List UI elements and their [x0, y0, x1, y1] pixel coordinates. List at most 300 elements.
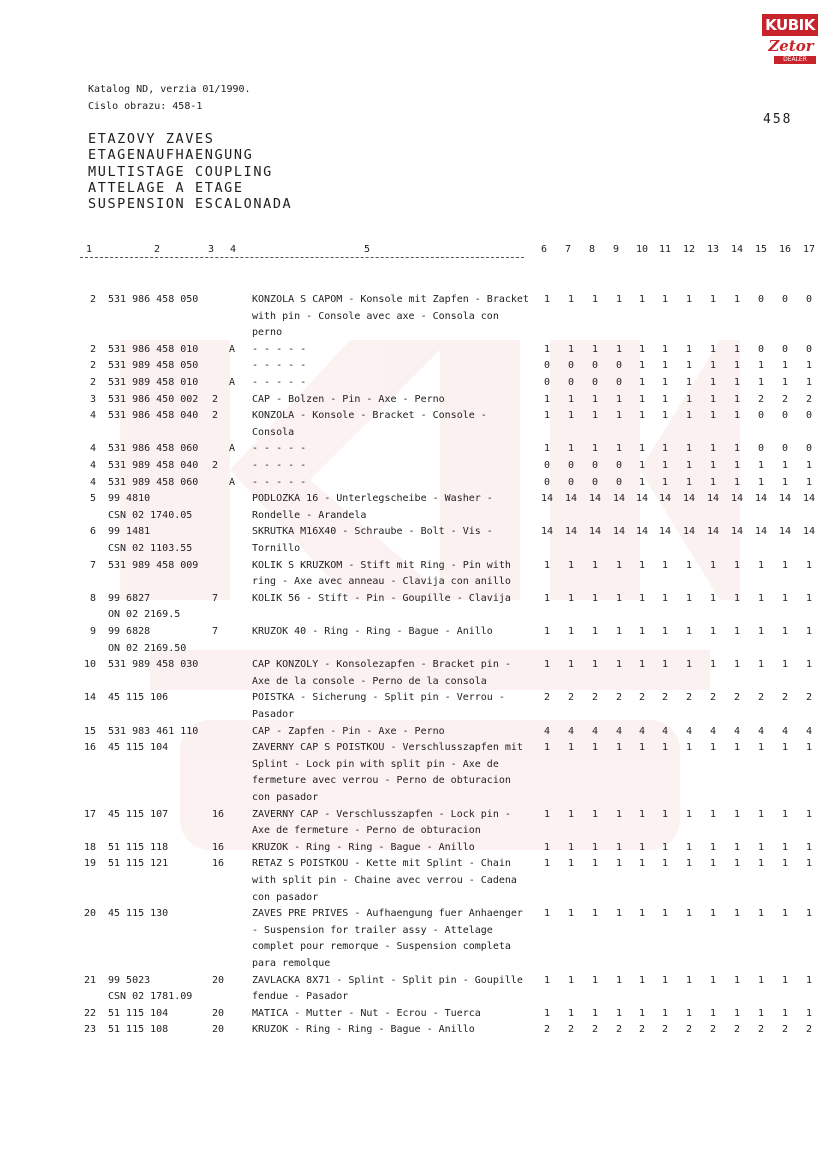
table-row — [0, 1006, 826, 1023]
table-row — [0, 657, 826, 690]
quantity-cell: 1 — [591, 393, 599, 405]
table-row — [0, 906, 826, 972]
quantity-cell: 1 — [781, 360, 789, 372]
table-row — [0, 292, 826, 342]
quantity-cell: 14 — [754, 526, 768, 538]
quantity-cell: 2 — [567, 692, 575, 704]
quantity-cell: 0 — [591, 377, 599, 388]
quantity-cell: 2 — [543, 1024, 551, 1036]
quantity-cell: 1 — [685, 443, 693, 455]
position-number: 9 — [89, 626, 96, 637]
quantity-cell: 14 — [802, 493, 816, 505]
quantity-cell: 1 — [709, 294, 717, 305]
quantity-cell: 1 — [661, 360, 669, 372]
table-row — [0, 475, 826, 492]
quantity-cell: 2 — [709, 692, 717, 704]
quantity-cell: 1 — [661, 592, 669, 604]
quantity-cell: 1 — [591, 742, 599, 754]
quantity-cell: 1 — [615, 659, 623, 671]
quantity-cell: 1 — [567, 294, 575, 305]
quantity-cell: 1 — [543, 841, 551, 853]
quantity-cell: 1 — [615, 808, 623, 820]
quantity-cell: 1 — [685, 858, 693, 870]
position-number: 10 — [83, 659, 96, 671]
quantity-cell: 1 — [805, 377, 813, 388]
part-number: 51 115 108 — [108, 1024, 169, 1036]
quantity-cell: 1 — [757, 908, 765, 920]
quantity-cell: 1 — [781, 841, 789, 853]
quantity-cell: 1 — [757, 559, 765, 571]
quantity-cell: 1 — [591, 1007, 599, 1019]
table-row — [0, 392, 826, 409]
quantity-cell: 14 — [778, 526, 792, 538]
part-description: KONZOLA S CAPOM - Konsole mit Zapfen - Bracket with pin - Console avec axe - Consola con perno — [252, 294, 529, 339]
quantity-cell: 1 — [567, 659, 575, 671]
column-header-1: 1 — [86, 244, 93, 255]
quantity-cell: 1 — [709, 858, 717, 870]
quantity-cell: 0 — [567, 360, 575, 372]
quantity-cell: 1 — [685, 808, 693, 820]
quantity-cell: 1 — [638, 808, 646, 820]
quantity-cell: 1 — [781, 858, 789, 870]
quantity-cell: 1 — [709, 908, 717, 920]
part-description: ZAVLACKA 8X71 - Splint - Split pin - Goupille fendue - Pasador — [252, 974, 523, 1003]
part-number: 99 4810 — [108, 493, 151, 505]
quantity-cell: 1 — [757, 659, 765, 671]
quantity-cell: 1 — [757, 626, 765, 637]
quantity-cell: 1 — [543, 908, 551, 920]
part-description: KOLIK S KRUZKOM - Stift mit Ring - Pin with ring - Axe avec anneau - Clavija con anillo — [252, 559, 511, 588]
variant-note: A — [229, 476, 236, 488]
quantity-cell: 1 — [661, 908, 669, 920]
quantity-cell: 1 — [661, 343, 669, 355]
quantity-cell: 1 — [709, 626, 717, 637]
quantity-cell: 1 — [805, 559, 813, 571]
part-description: POISTKA - Sicherung - Split pin - Verrou - Pasador — [252, 692, 505, 720]
part-description: PODLOZKA 16 - Unterlegscheibe - Washer - Rondelle - Arandela — [252, 493, 493, 521]
reference-position: 20 — [212, 974, 225, 986]
table-row — [0, 624, 826, 657]
position-number: 20 — [83, 908, 96, 920]
quantity-cell: 1 — [733, 974, 741, 986]
quantity-cell: 1 — [543, 742, 551, 754]
part-number: 531 986 458 050 — [108, 294, 199, 305]
quantity-cell: 2 — [685, 692, 693, 704]
catalog-figure-number: Cislo obrazu: 458-1 — [88, 101, 203, 112]
quantity-cell: 1 — [805, 858, 813, 870]
quantity-cell: 1 — [805, 742, 813, 754]
quantity-cell: 1 — [685, 974, 693, 986]
quantity-cell: 1 — [733, 908, 741, 920]
quantity-cell: 0 — [567, 460, 575, 471]
table-row — [0, 856, 826, 906]
column-header-17: 17 — [803, 244, 816, 255]
quantity-cell: 1 — [591, 443, 599, 455]
quantity-cell: 1 — [638, 343, 646, 355]
quantity-cell: 1 — [781, 742, 789, 754]
quantity-cell: 0 — [615, 360, 623, 372]
table-row — [0, 690, 826, 723]
quantity-cell: 1 — [543, 443, 551, 455]
quantity-cell: 14 — [754, 493, 768, 505]
quantity-cell: 1 — [781, 908, 789, 920]
quantity-cell: 1 — [615, 626, 623, 637]
quantity-cell: 1 — [638, 1007, 646, 1019]
quantity-cell: 1 — [638, 858, 646, 870]
quantity-cell: 1 — [615, 1007, 623, 1019]
header-divider — [80, 257, 524, 258]
quantity-cell: 14 — [658, 493, 672, 505]
quantity-cell: 1 — [615, 908, 623, 920]
part-number: 99 5023 — [108, 974, 151, 986]
quantity-cell: 0 — [757, 294, 765, 305]
quantity-cell: 1 — [685, 360, 693, 372]
quantity-cell: 1 — [661, 443, 669, 455]
column-header-6: 6 — [541, 244, 548, 255]
table-row — [0, 740, 826, 806]
quantity-cell: 1 — [661, 410, 669, 422]
quantity-cell: 0 — [757, 443, 765, 455]
column-header-13: 13 — [707, 244, 720, 255]
quantity-cell: 1 — [567, 1007, 575, 1019]
column-header-3: 3 — [208, 244, 215, 255]
logo-sub: Zetor — [768, 37, 814, 55]
standard-number: ON 02 2169.5 — [108, 609, 181, 621]
quantity-cell: 4 — [638, 725, 646, 737]
quantity-cell: 1 — [543, 808, 551, 820]
quantity-cell: 1 — [805, 476, 813, 488]
quantity-cell: 1 — [567, 858, 575, 870]
logo-tag: DEALER — [774, 56, 816, 64]
part-number: 531 989 458 050 — [108, 360, 199, 372]
quantity-cell: 1 — [543, 393, 551, 405]
column-header-4: 4 — [230, 244, 237, 255]
quantity-cell: 1 — [661, 559, 669, 571]
title-english: MULTISTAGE COUPLING — [88, 163, 273, 180]
quantity-cell: 1 — [567, 742, 575, 754]
reference-position: 2 — [212, 460, 219, 471]
quantity-cell: 1 — [805, 592, 813, 604]
quantity-cell: 1 — [615, 858, 623, 870]
quantity-cell: 1 — [543, 974, 551, 986]
quantity-cell: 1 — [685, 742, 693, 754]
quantity-cell: 2 — [805, 692, 813, 704]
kubik-zetor-logo — [762, 14, 818, 66]
quantity-cell: 1 — [781, 476, 789, 488]
position-number: 23 — [83, 1024, 96, 1036]
title-spanish: SUSPENSION ESCALONADA — [88, 196, 293, 213]
quantity-cell: 14 — [612, 526, 626, 538]
table-row — [0, 358, 826, 375]
quantity-cell: 1 — [757, 974, 765, 986]
position-number: 4 — [89, 476, 96, 488]
quantity-cell: 0 — [781, 410, 789, 422]
quantity-cell: 2 — [638, 1024, 646, 1036]
quantity-cell: 1 — [709, 841, 717, 853]
quantity-cell: 1 — [685, 377, 693, 388]
quantity-cell: 1 — [733, 343, 741, 355]
quantity-cell: 2 — [685, 1024, 693, 1036]
quantity-cell: 1 — [709, 343, 717, 355]
quantity-cell: 1 — [638, 974, 646, 986]
part-description: - - - - - — [252, 360, 307, 372]
quantity-cell: 2 — [615, 1024, 623, 1036]
section-titles — [88, 131, 292, 212]
quantity-cell: 1 — [615, 559, 623, 571]
quantity-cell: 1 — [805, 460, 813, 471]
quantity-cell: 1 — [591, 343, 599, 355]
quantity-cell: 2 — [567, 1024, 575, 1036]
quantity-cell: 14 — [706, 493, 720, 505]
title-slovak: ETAZOVY ZAVES — [88, 131, 215, 147]
column-header-8: 8 — [589, 244, 596, 255]
table-row — [0, 973, 826, 1006]
position-number: 6 — [89, 526, 96, 538]
column-header-14: 14 — [731, 244, 744, 255]
part-description: MATICA - Mutter - Nut - Ecrou - Tuerca — [252, 1007, 481, 1019]
quantity-cell: 4 — [543, 725, 551, 737]
quantity-cell: 1 — [567, 808, 575, 820]
page-number: 458 — [763, 112, 793, 127]
quantity-cell: 1 — [781, 592, 789, 604]
quantity-cell: 1 — [685, 841, 693, 853]
quantity-cell: 1 — [638, 460, 646, 471]
standard-number: CSN 02 1781.09 — [108, 991, 193, 1003]
quantity-cell: 2 — [781, 393, 789, 405]
quantity-cell: 1 — [638, 626, 646, 637]
quantity-cell: 0 — [781, 294, 789, 305]
quantity-cell: 14 — [682, 526, 696, 538]
quantity-cell: 1 — [757, 742, 765, 754]
table-row — [0, 491, 826, 524]
part-number: 531 989 458 010 — [108, 377, 199, 388]
part-number: 531 989 458 040 — [108, 460, 199, 471]
position-number: 18 — [83, 841, 96, 853]
quantity-cell: 1 — [757, 858, 765, 870]
column-header-2: 2 — [154, 244, 161, 255]
title-french: ATTELAGE A ETAGE — [88, 179, 244, 196]
quantity-cell: 1 — [567, 343, 575, 355]
quantity-cell: 1 — [733, 393, 741, 405]
quantity-cell: 4 — [685, 725, 693, 737]
quantity-cell: 0 — [757, 410, 765, 422]
quantity-cell: 1 — [661, 377, 669, 388]
variant-note: A — [229, 443, 236, 455]
position-number: 2 — [89, 360, 96, 372]
quantity-cell: 1 — [733, 858, 741, 870]
quantity-cell: 0 — [543, 476, 551, 488]
quantity-cell: 1 — [615, 294, 623, 305]
quantity-cell: 1 — [733, 841, 741, 853]
part-number: 99 6827 — [108, 592, 151, 604]
quantity-cell: 1 — [661, 476, 669, 488]
quantity-cell: 1 — [638, 742, 646, 754]
part-number: 531 989 458 060 — [108, 476, 199, 488]
quantity-cell: 4 — [781, 725, 789, 737]
quantity-cell: 1 — [709, 742, 717, 754]
quantity-cell: 14 — [730, 493, 744, 505]
quantity-cell: 1 — [709, 808, 717, 820]
reference-position: 20 — [212, 1007, 225, 1019]
quantity-cell: 1 — [543, 559, 551, 571]
variant-note: A — [229, 377, 236, 388]
quantity-cell: 1 — [638, 410, 646, 422]
quantity-cell: 1 — [781, 377, 789, 388]
quantity-cell: 2 — [805, 1024, 813, 1036]
quantity-cell: 1 — [733, 443, 741, 455]
table-row — [0, 558, 826, 591]
quantity-cell: 1 — [615, 841, 623, 853]
quantity-cell: 2 — [757, 393, 765, 405]
quantity-cell: 1 — [567, 974, 575, 986]
quantity-cell: 2 — [781, 1024, 789, 1036]
reference-position: 16 — [212, 858, 225, 870]
quantity-cell: 1 — [615, 443, 623, 455]
part-description: ZAVERNY CAP S POISTKOU - Verschlusszapfen mit Splint - Lock pin with split pin - Axe de fermeture avec verrou - Perno de obturacion con pasador — [252, 742, 523, 803]
quantity-cell: 0 — [543, 377, 551, 388]
quantity-cell: 14 — [658, 526, 672, 538]
quantity-cell: 1 — [757, 808, 765, 820]
part-description: KRUZOK - Ring - Ring - Bague - Anillo — [252, 841, 475, 853]
quantity-cell: 14 — [635, 493, 649, 505]
part-description: KRUZOK - Ring - Ring - Bague - Anillo — [252, 1024, 475, 1036]
quantity-cell: 0 — [615, 377, 623, 388]
quantity-cell: 1 — [567, 592, 575, 604]
reference-position: 20 — [212, 1024, 225, 1036]
quantity-cell: 1 — [638, 908, 646, 920]
table-row — [0, 840, 826, 857]
position-number: 4 — [89, 460, 96, 471]
quantity-cell: 1 — [757, 841, 765, 853]
quantity-cell: 0 — [781, 443, 789, 455]
quantity-cell: 1 — [733, 592, 741, 604]
quantity-cell: 4 — [615, 725, 623, 737]
quantity-cell: 1 — [709, 659, 717, 671]
column-header-10: 10 — [636, 244, 649, 255]
quantity-cell: 1 — [781, 460, 789, 471]
reference-position: 16 — [212, 808, 225, 820]
quantity-cell: 1 — [543, 858, 551, 870]
quantity-cell: 2 — [781, 692, 789, 704]
quantity-cell: 1 — [733, 626, 741, 637]
quantity-cell: 1 — [543, 592, 551, 604]
quantity-cell: 2 — [709, 1024, 717, 1036]
part-number: 531 986 458 040 — [108, 410, 199, 422]
part-number: 51 115 121 — [108, 858, 169, 870]
catalog-version: Katalog ND, verzia 01/1990. — [88, 84, 251, 95]
quantity-cell: 1 — [805, 1007, 813, 1019]
part-number: 45 115 107 — [108, 808, 169, 820]
part-description: CAP KONZOLY - Konsolezapfen - Bracket pin - Axe de la console - Perno de la consola — [252, 659, 511, 687]
quantity-cell: 1 — [685, 659, 693, 671]
quantity-cell: 1 — [757, 377, 765, 388]
quantity-cell: 1 — [709, 393, 717, 405]
quantity-cell: 1 — [638, 360, 646, 372]
quantity-cell: 1 — [591, 626, 599, 637]
quantity-cell: 0 — [591, 460, 599, 471]
quantity-cell: 1 — [757, 1007, 765, 1019]
quantity-cell: 2 — [638, 692, 646, 704]
reference-position: 16 — [212, 841, 225, 853]
catalog-info — [88, 81, 251, 115]
quantity-cell: 1 — [567, 841, 575, 853]
quantity-cell: 2 — [543, 692, 551, 704]
table-row — [0, 458, 826, 475]
quantity-cell: 1 — [685, 393, 693, 405]
quantity-cell: 1 — [661, 858, 669, 870]
part-description: SKRUTKA M16X40 - Schraube - Bolt - Vis - Tornillo — [252, 526, 493, 554]
quantity-cell: 14 — [706, 526, 720, 538]
column-header-16: 16 — [779, 244, 792, 255]
part-description: - - - - - — [252, 377, 307, 388]
quantity-cell: 1 — [805, 808, 813, 820]
quantity-cell: 1 — [543, 659, 551, 671]
quantity-cell: 0 — [567, 377, 575, 388]
title-german: ETAGENAUFHAENGUNG — [88, 147, 254, 164]
quantity-cell: 1 — [733, 808, 741, 820]
quantity-cell: 1 — [591, 294, 599, 305]
quantity-cell: 1 — [781, 974, 789, 986]
quantity-cell: 14 — [802, 526, 816, 538]
position-number: 2 — [89, 377, 96, 388]
quantity-cell: 1 — [709, 443, 717, 455]
column-header-9: 9 — [613, 244, 620, 255]
quantity-cell: 2 — [661, 1024, 669, 1036]
quantity-cell: 14 — [612, 493, 626, 505]
quantity-cell: 4 — [757, 725, 765, 737]
quantity-cell: 1 — [543, 343, 551, 355]
part-number: 99 6828 — [108, 626, 151, 637]
quantity-cell: 1 — [661, 742, 669, 754]
quantity-cell: 1 — [591, 974, 599, 986]
quantity-cell: 2 — [733, 1024, 741, 1036]
quantity-cell: 4 — [733, 725, 741, 737]
quantity-cell: 1 — [661, 808, 669, 820]
position-number: 17 — [83, 808, 96, 820]
quantity-cell: 1 — [733, 742, 741, 754]
quantity-cell: 1 — [733, 410, 741, 422]
quantity-cell: 1 — [543, 1007, 551, 1019]
quantity-cell: 14 — [564, 526, 578, 538]
table-row — [0, 724, 826, 741]
quantity-cell: 4 — [709, 725, 717, 737]
quantity-cell: 1 — [733, 460, 741, 471]
standard-number: CSN 02 1740.05 — [108, 509, 193, 521]
quantity-cell: 1 — [615, 393, 623, 405]
quantity-cell: 1 — [543, 294, 551, 305]
part-description: - - - - - — [252, 443, 307, 455]
quantity-cell: 1 — [709, 460, 717, 471]
quantity-cell: 1 — [709, 592, 717, 604]
quantity-cell: 1 — [615, 343, 623, 355]
quantity-cell: 1 — [591, 841, 599, 853]
table-row — [0, 342, 826, 359]
part-description: ZAVES PRE PRIVES - Aufhaengung fuer Anhaenger - Suspension for trailer assy - Attelage complet pour remorque - Suspension completa para remolque — [252, 908, 523, 969]
quantity-cell: 1 — [615, 410, 623, 422]
quantity-cell: 1 — [638, 659, 646, 671]
quantity-cell: 1 — [805, 360, 813, 372]
quantity-cell: 1 — [757, 592, 765, 604]
quantity-cell: 1 — [638, 592, 646, 604]
quantity-cell: 0 — [543, 360, 551, 372]
quantity-cell: 1 — [543, 410, 551, 422]
quantity-cell: 0 — [805, 410, 813, 422]
quantity-cell: 1 — [685, 476, 693, 488]
quantity-cell: 2 — [733, 692, 741, 704]
quantity-cell: 1 — [685, 410, 693, 422]
quantity-cell: 1 — [709, 410, 717, 422]
quantity-cell: 4 — [567, 725, 575, 737]
